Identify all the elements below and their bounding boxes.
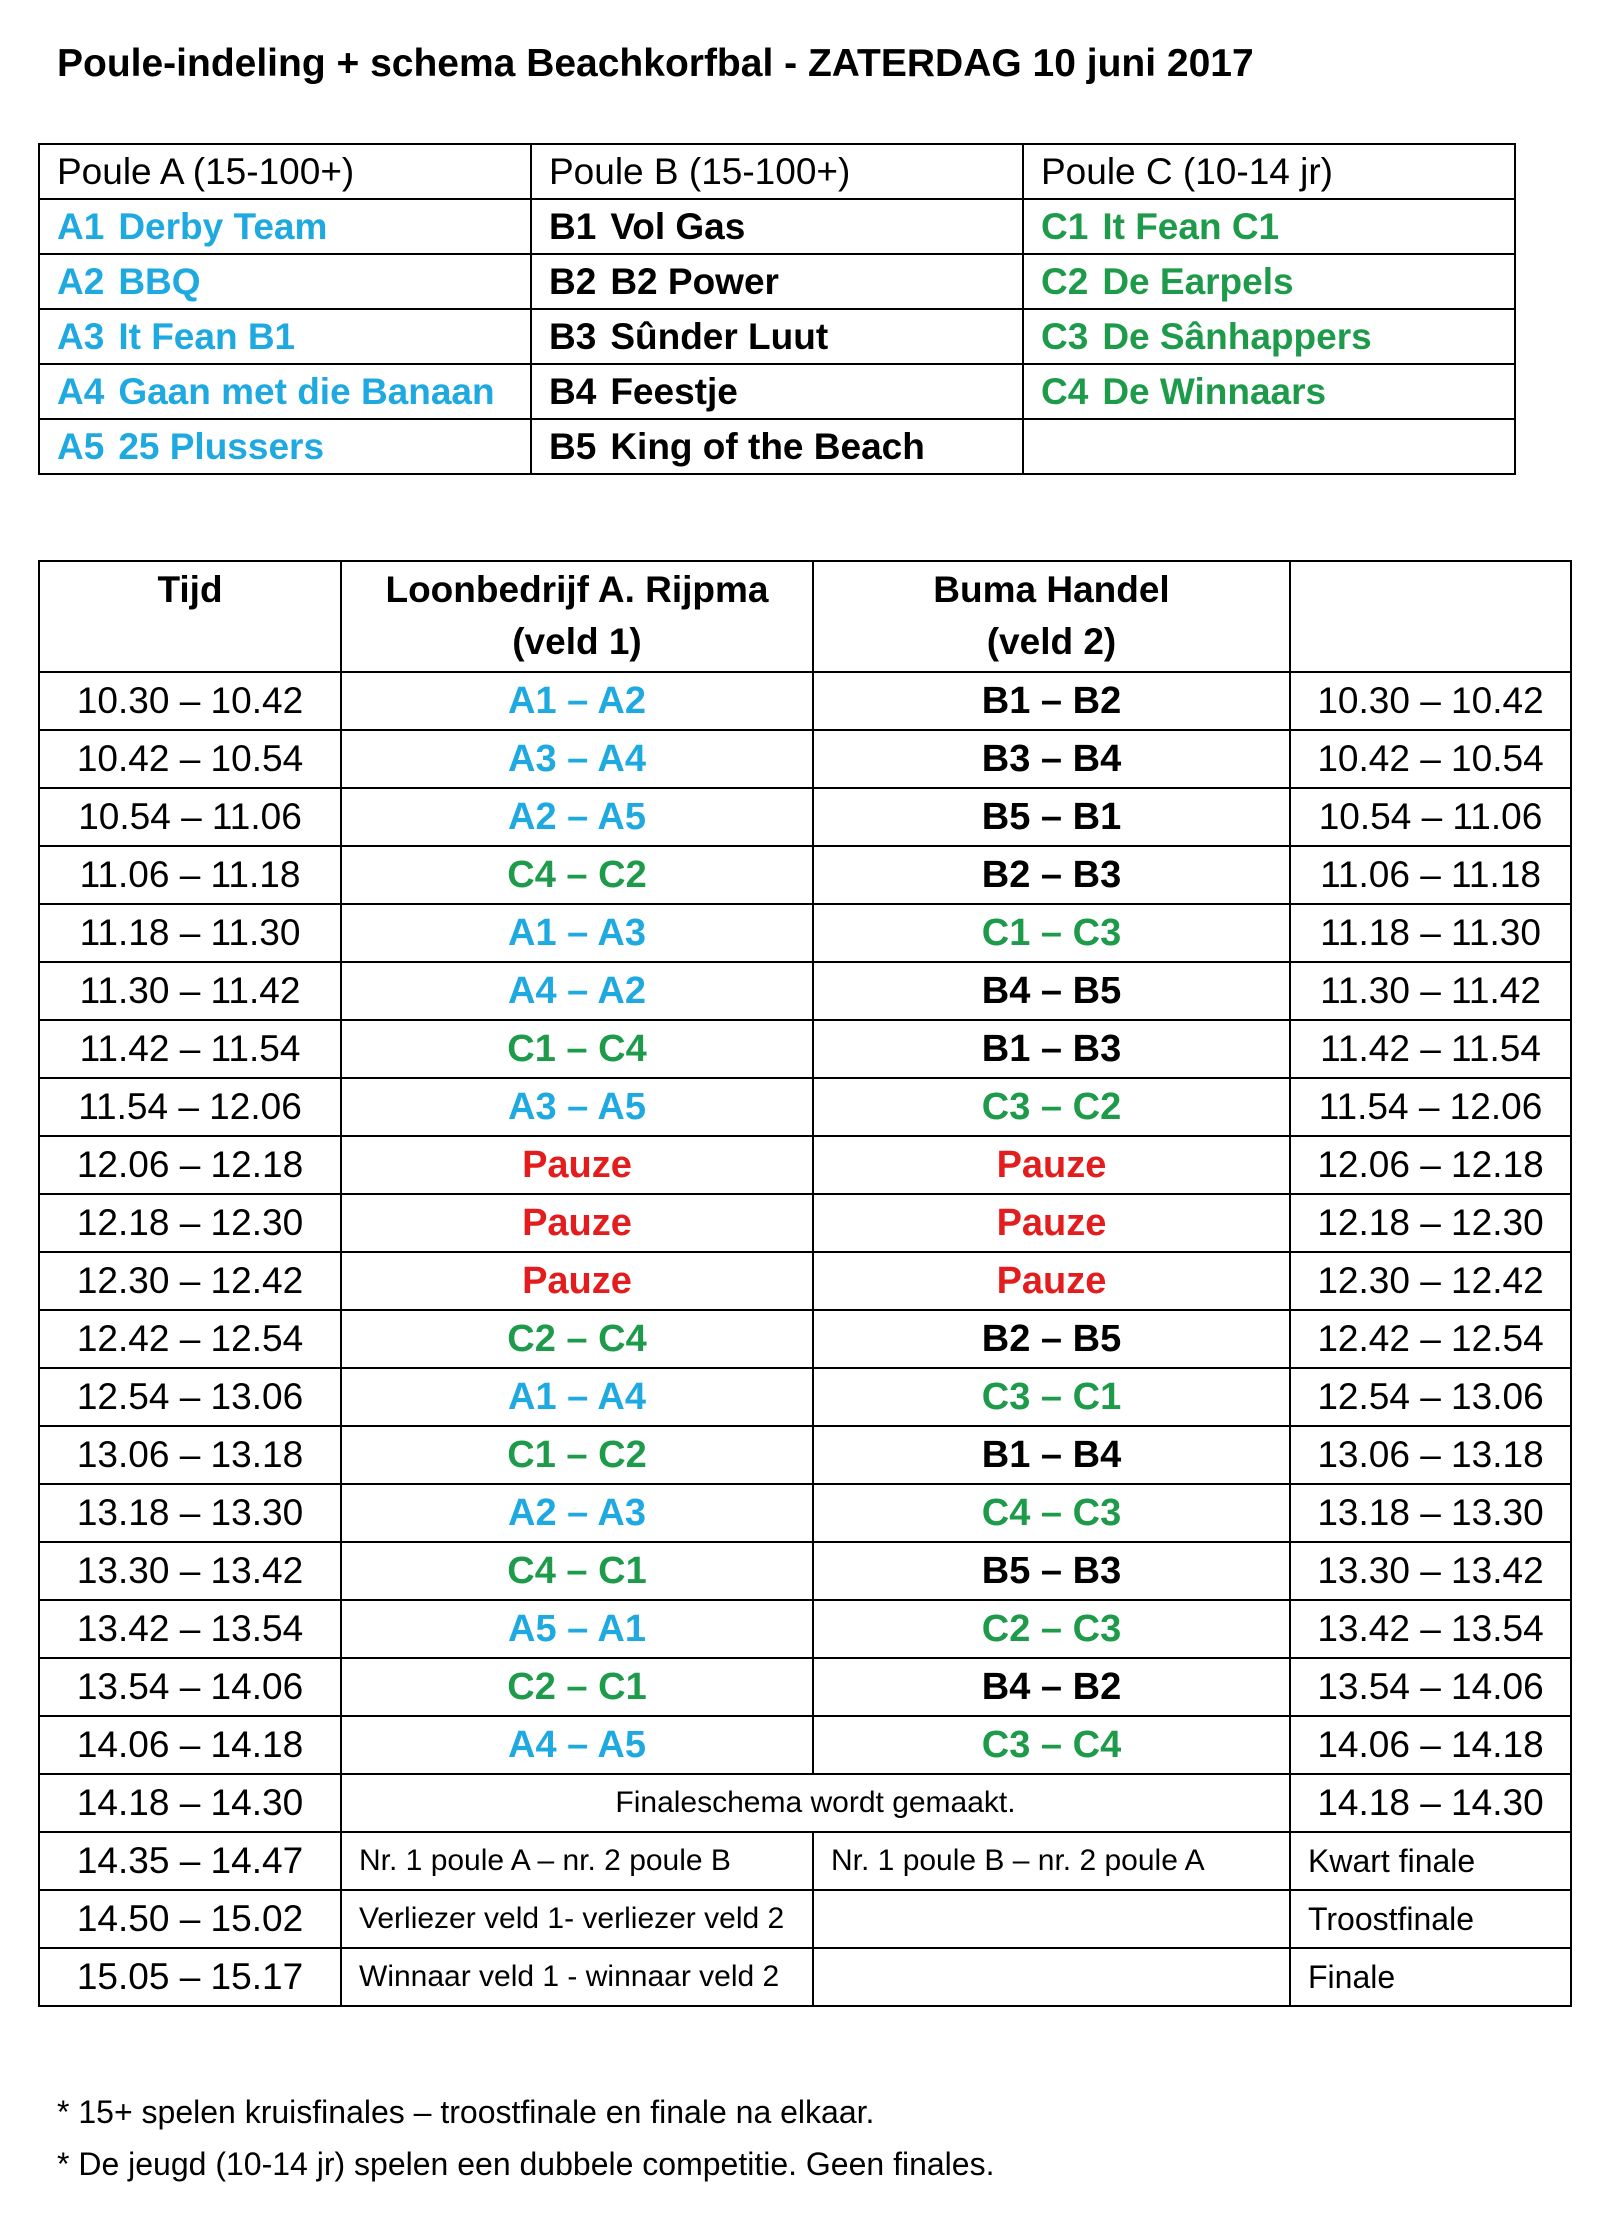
poule-team	[531, 364, 1023, 419]
time-cell: 10.54 – 11.06	[39, 788, 341, 846]
team-code: A5	[57, 425, 105, 467]
team-code: B3	[549, 315, 597, 357]
match-field-2: B1 – B2	[813, 672, 1290, 730]
header-field-2: Buma Handel (veld 2)	[813, 561, 1290, 672]
match-field-2: C3 – C4	[813, 1716, 1290, 1774]
match-field-1: A4 – A2	[341, 962, 813, 1020]
team-name: De Earpels	[1102, 260, 1294, 302]
poule-team	[1023, 254, 1515, 309]
schedule-header-row	[39, 561, 1571, 672]
schedule-row	[39, 846, 1571, 904]
match-field-2: Pauze	[813, 1194, 1290, 1252]
header-time: Tijd	[39, 561, 341, 672]
time-cell: 11.06 – 11.18	[39, 846, 341, 904]
poule-team	[1023, 199, 1515, 254]
match-field-2: Pauze	[813, 1136, 1290, 1194]
poule-team	[39, 364, 531, 419]
final-field-1: Verliezer veld 1- verliezer veld 2	[341, 1890, 813, 1948]
poule-team	[39, 309, 531, 364]
team-code: C3	[1041, 315, 1089, 357]
header-field-1: Loonbedrijf A. Rijpma (veld 1)	[341, 561, 813, 672]
team-code: B4	[549, 370, 597, 412]
time-cell-repeat: 13.54 – 14.06	[1290, 1658, 1571, 1716]
poule-team	[531, 254, 1023, 309]
poule-team	[531, 309, 1023, 364]
match-field-1: A3 – A5	[341, 1078, 813, 1136]
match-field-2: B4 – B2	[813, 1658, 1290, 1716]
final-field-1: Winnaar veld 1 - winnaar veld 2	[341, 1948, 813, 2006]
poule-header: Poule C (10-14 jr)	[1023, 144, 1515, 199]
time-cell: 14.18 – 14.30	[39, 1774, 341, 1832]
time-cell-repeat: 12.06 – 12.18	[1290, 1136, 1571, 1194]
match-field-1: Pauze	[341, 1136, 813, 1194]
time-cell: 12.42 – 12.54	[39, 1310, 341, 1368]
schedule-row	[39, 1368, 1571, 1426]
poule-team	[531, 419, 1023, 474]
time-cell-repeat: 11.06 – 11.18	[1290, 846, 1571, 904]
time-cell-repeat: 10.54 – 11.06	[1290, 788, 1571, 846]
match-field-1: C1 – C2	[341, 1426, 813, 1484]
match-field-1: A2 – A3	[341, 1484, 813, 1542]
team-code: A4	[57, 370, 105, 412]
finals-row	[39, 1948, 1571, 2006]
match-field-1: C2 – C1	[341, 1658, 813, 1716]
time-cell: 14.50 – 15.02	[39, 1890, 341, 1948]
time-cell: 13.54 – 14.06	[39, 1658, 341, 1716]
schedule-row	[39, 1252, 1571, 1310]
time-cell: 11.18 – 11.30	[39, 904, 341, 962]
team-name: Sûnder Luut	[610, 315, 829, 357]
schedule-row	[39, 1600, 1571, 1658]
poule-table	[38, 143, 1516, 475]
team-code: B5	[549, 425, 597, 467]
time-cell: 13.06 – 13.18	[39, 1426, 341, 1484]
page-title: Poule-indeling + schema Beachkorfbal - ZATERDAG 10 juni 2017	[57, 42, 1254, 85]
match-field-1: A3 – A4	[341, 730, 813, 788]
schedule-row	[39, 1020, 1571, 1078]
team-name: 25 Plussers	[118, 425, 325, 467]
schedule-row	[39, 730, 1571, 788]
match-field-2: C4 – C3	[813, 1484, 1290, 1542]
time-cell-repeat: 14.06 – 14.18	[1290, 1716, 1571, 1774]
poule-team	[1023, 364, 1515, 419]
time-cell: 10.42 – 10.54	[39, 730, 341, 788]
final-field-2	[813, 1890, 1290, 1948]
time-cell: 14.35 – 14.47	[39, 1832, 341, 1890]
poule-header: Poule A (15-100+)	[39, 144, 531, 199]
time-cell: 11.30 – 11.42	[39, 962, 341, 1020]
time-cell: 10.30 – 10.42	[39, 672, 341, 730]
time-cell: 12.18 – 12.30	[39, 1194, 341, 1252]
finale-note-row	[39, 1774, 1571, 1832]
match-field-2: B3 – B4	[813, 730, 1290, 788]
match-field-2: C3 – C2	[813, 1078, 1290, 1136]
match-field-2: B4 – B5	[813, 962, 1290, 1020]
poule-team	[39, 419, 531, 474]
finals-row	[39, 1890, 1571, 1948]
footnote-1: * 15+ spelen kruisfinales – troostfinale en finale na elkaar.	[57, 2094, 875, 2130]
schedule-row	[39, 1542, 1571, 1600]
time-cell: 12.06 – 12.18	[39, 1136, 341, 1194]
match-field-2: B1 – B3	[813, 1020, 1290, 1078]
team-name: Vol Gas	[610, 205, 746, 247]
time-cell: 13.30 – 13.42	[39, 1542, 341, 1600]
final-field-2: Nr. 1 poule B – nr. 2 poule A	[813, 1832, 1290, 1890]
match-field-1: C4 – C1	[341, 1542, 813, 1600]
schedule-row	[39, 904, 1571, 962]
poule-team	[1023, 309, 1515, 364]
schedule-row	[39, 962, 1571, 1020]
time-cell-repeat: 12.42 – 12.54	[1290, 1310, 1571, 1368]
team-name: Feestje	[610, 370, 738, 412]
team-name: It Fean B1	[118, 315, 296, 357]
poule-row	[39, 419, 1515, 474]
team-code: C2	[1041, 260, 1089, 302]
poule-team	[39, 254, 531, 309]
schedule-row	[39, 1136, 1571, 1194]
time-cell-repeat: 11.30 – 11.42	[1290, 962, 1571, 1020]
finals-row	[39, 1832, 1571, 1890]
schedule-row	[39, 1194, 1571, 1252]
match-field-1: A1 – A3	[341, 904, 813, 962]
match-field-1: C1 – C4	[341, 1020, 813, 1078]
match-field-1: A4 – A5	[341, 1716, 813, 1774]
team-code: A3	[57, 315, 105, 357]
poule-team	[1023, 419, 1515, 474]
match-field-2: C1 – C3	[813, 904, 1290, 962]
match-field-1: A1 – A4	[341, 1368, 813, 1426]
poule-team	[531, 199, 1023, 254]
time-cell-repeat: 13.30 – 13.42	[1290, 1542, 1571, 1600]
match-field-1: C4 – C2	[341, 846, 813, 904]
final-field-2	[813, 1948, 1290, 2006]
match-field-2: B2 – B5	[813, 1310, 1290, 1368]
time-cell: 13.42 – 13.54	[39, 1600, 341, 1658]
team-name: BBQ	[118, 260, 201, 302]
match-field-1: A2 – A5	[341, 788, 813, 846]
time-cell-repeat: 11.42 – 11.54	[1290, 1020, 1571, 1078]
team-name: De Winnaars	[1102, 370, 1327, 412]
poule-row	[39, 199, 1515, 254]
team-code: A1	[57, 205, 105, 247]
time-cell-repeat: 13.06 – 13.18	[1290, 1426, 1571, 1484]
final-field-1: Nr. 1 poule A – nr. 2 poule B	[341, 1832, 813, 1890]
team-name: Derby Team	[118, 205, 328, 247]
time-cell-repeat: 12.30 – 12.42	[1290, 1252, 1571, 1310]
time-cell-repeat: 10.30 – 10.42	[1290, 672, 1571, 730]
poule-team	[39, 199, 531, 254]
time-cell: 12.30 – 12.42	[39, 1252, 341, 1310]
schedule-row	[39, 1310, 1571, 1368]
time-cell: 15.05 – 15.17	[39, 1948, 341, 2006]
time-cell: 12.54 – 13.06	[39, 1368, 341, 1426]
team-name: King of the Beach	[610, 425, 925, 467]
team-name: De Sânhappers	[1102, 315, 1372, 357]
time-cell: 11.42 – 11.54	[39, 1020, 341, 1078]
schedule-row	[39, 1426, 1571, 1484]
schedule-row	[39, 1658, 1571, 1716]
time-cell: 14.06 – 14.18	[39, 1716, 341, 1774]
poule-header-row	[39, 144, 1515, 199]
footnote-2: * De jeugd (10-14 jr) spelen een dubbele competitie. Geen finales.	[57, 2146, 995, 2182]
poule-header: Poule B (15-100+)	[531, 144, 1023, 199]
poule-row	[39, 309, 1515, 364]
team-name: It Fean C1	[1102, 205, 1280, 247]
finale-note: Finaleschema wordt gemaakt.	[341, 1774, 1290, 1832]
team-code: B1	[549, 205, 597, 247]
time-cell-repeat: 11.18 – 11.30	[1290, 904, 1571, 962]
time-cell-repeat: 12.54 – 13.06	[1290, 1368, 1571, 1426]
time-cell-repeat: 13.18 – 13.30	[1290, 1484, 1571, 1542]
team-code: C1	[1041, 205, 1089, 247]
match-field-1: C2 – C4	[341, 1310, 813, 1368]
match-field-2: C2 – C3	[813, 1600, 1290, 1658]
match-field-1: A1 – A2	[341, 672, 813, 730]
team-name: Gaan met die Banaan	[118, 370, 495, 412]
match-field-2: C3 – C1	[813, 1368, 1290, 1426]
schedule-row	[39, 1484, 1571, 1542]
match-field-1: A5 – A1	[341, 1600, 813, 1658]
schedule-row	[39, 672, 1571, 730]
match-field-2: B1 – B4	[813, 1426, 1290, 1484]
schedule-row	[39, 788, 1571, 846]
match-field-1: Pauze	[341, 1252, 813, 1310]
time-cell: 11.54 – 12.06	[39, 1078, 341, 1136]
poule-row	[39, 254, 1515, 309]
schedule-row	[39, 1078, 1571, 1136]
schedule-row	[39, 1716, 1571, 1774]
final-label: Troostfinale	[1290, 1890, 1571, 1948]
team-name: B2 Power	[610, 260, 779, 302]
schedule-table	[38, 560, 1572, 2007]
poule-row	[39, 364, 1515, 419]
time-cell-repeat: 14.18 – 14.30	[1290, 1774, 1571, 1832]
time-cell-repeat: 12.18 – 12.30	[1290, 1194, 1571, 1252]
final-label: Finale	[1290, 1948, 1571, 2006]
match-field-1: Pauze	[341, 1194, 813, 1252]
team-code: A2	[57, 260, 105, 302]
time-cell-repeat: 11.54 – 12.06	[1290, 1078, 1571, 1136]
header-time-repeat	[1290, 561, 1571, 672]
match-field-2: B5 – B3	[813, 1542, 1290, 1600]
match-field-2: B5 – B1	[813, 788, 1290, 846]
time-cell: 13.18 – 13.30	[39, 1484, 341, 1542]
match-field-2: Pauze	[813, 1252, 1290, 1310]
match-field-2: B2 – B3	[813, 846, 1290, 904]
time-cell-repeat: 10.42 – 10.54	[1290, 730, 1571, 788]
final-label: Kwart finale	[1290, 1832, 1571, 1890]
time-cell-repeat: 13.42 – 13.54	[1290, 1600, 1571, 1658]
team-code: C4	[1041, 370, 1089, 412]
team-code: B2	[549, 260, 597, 302]
